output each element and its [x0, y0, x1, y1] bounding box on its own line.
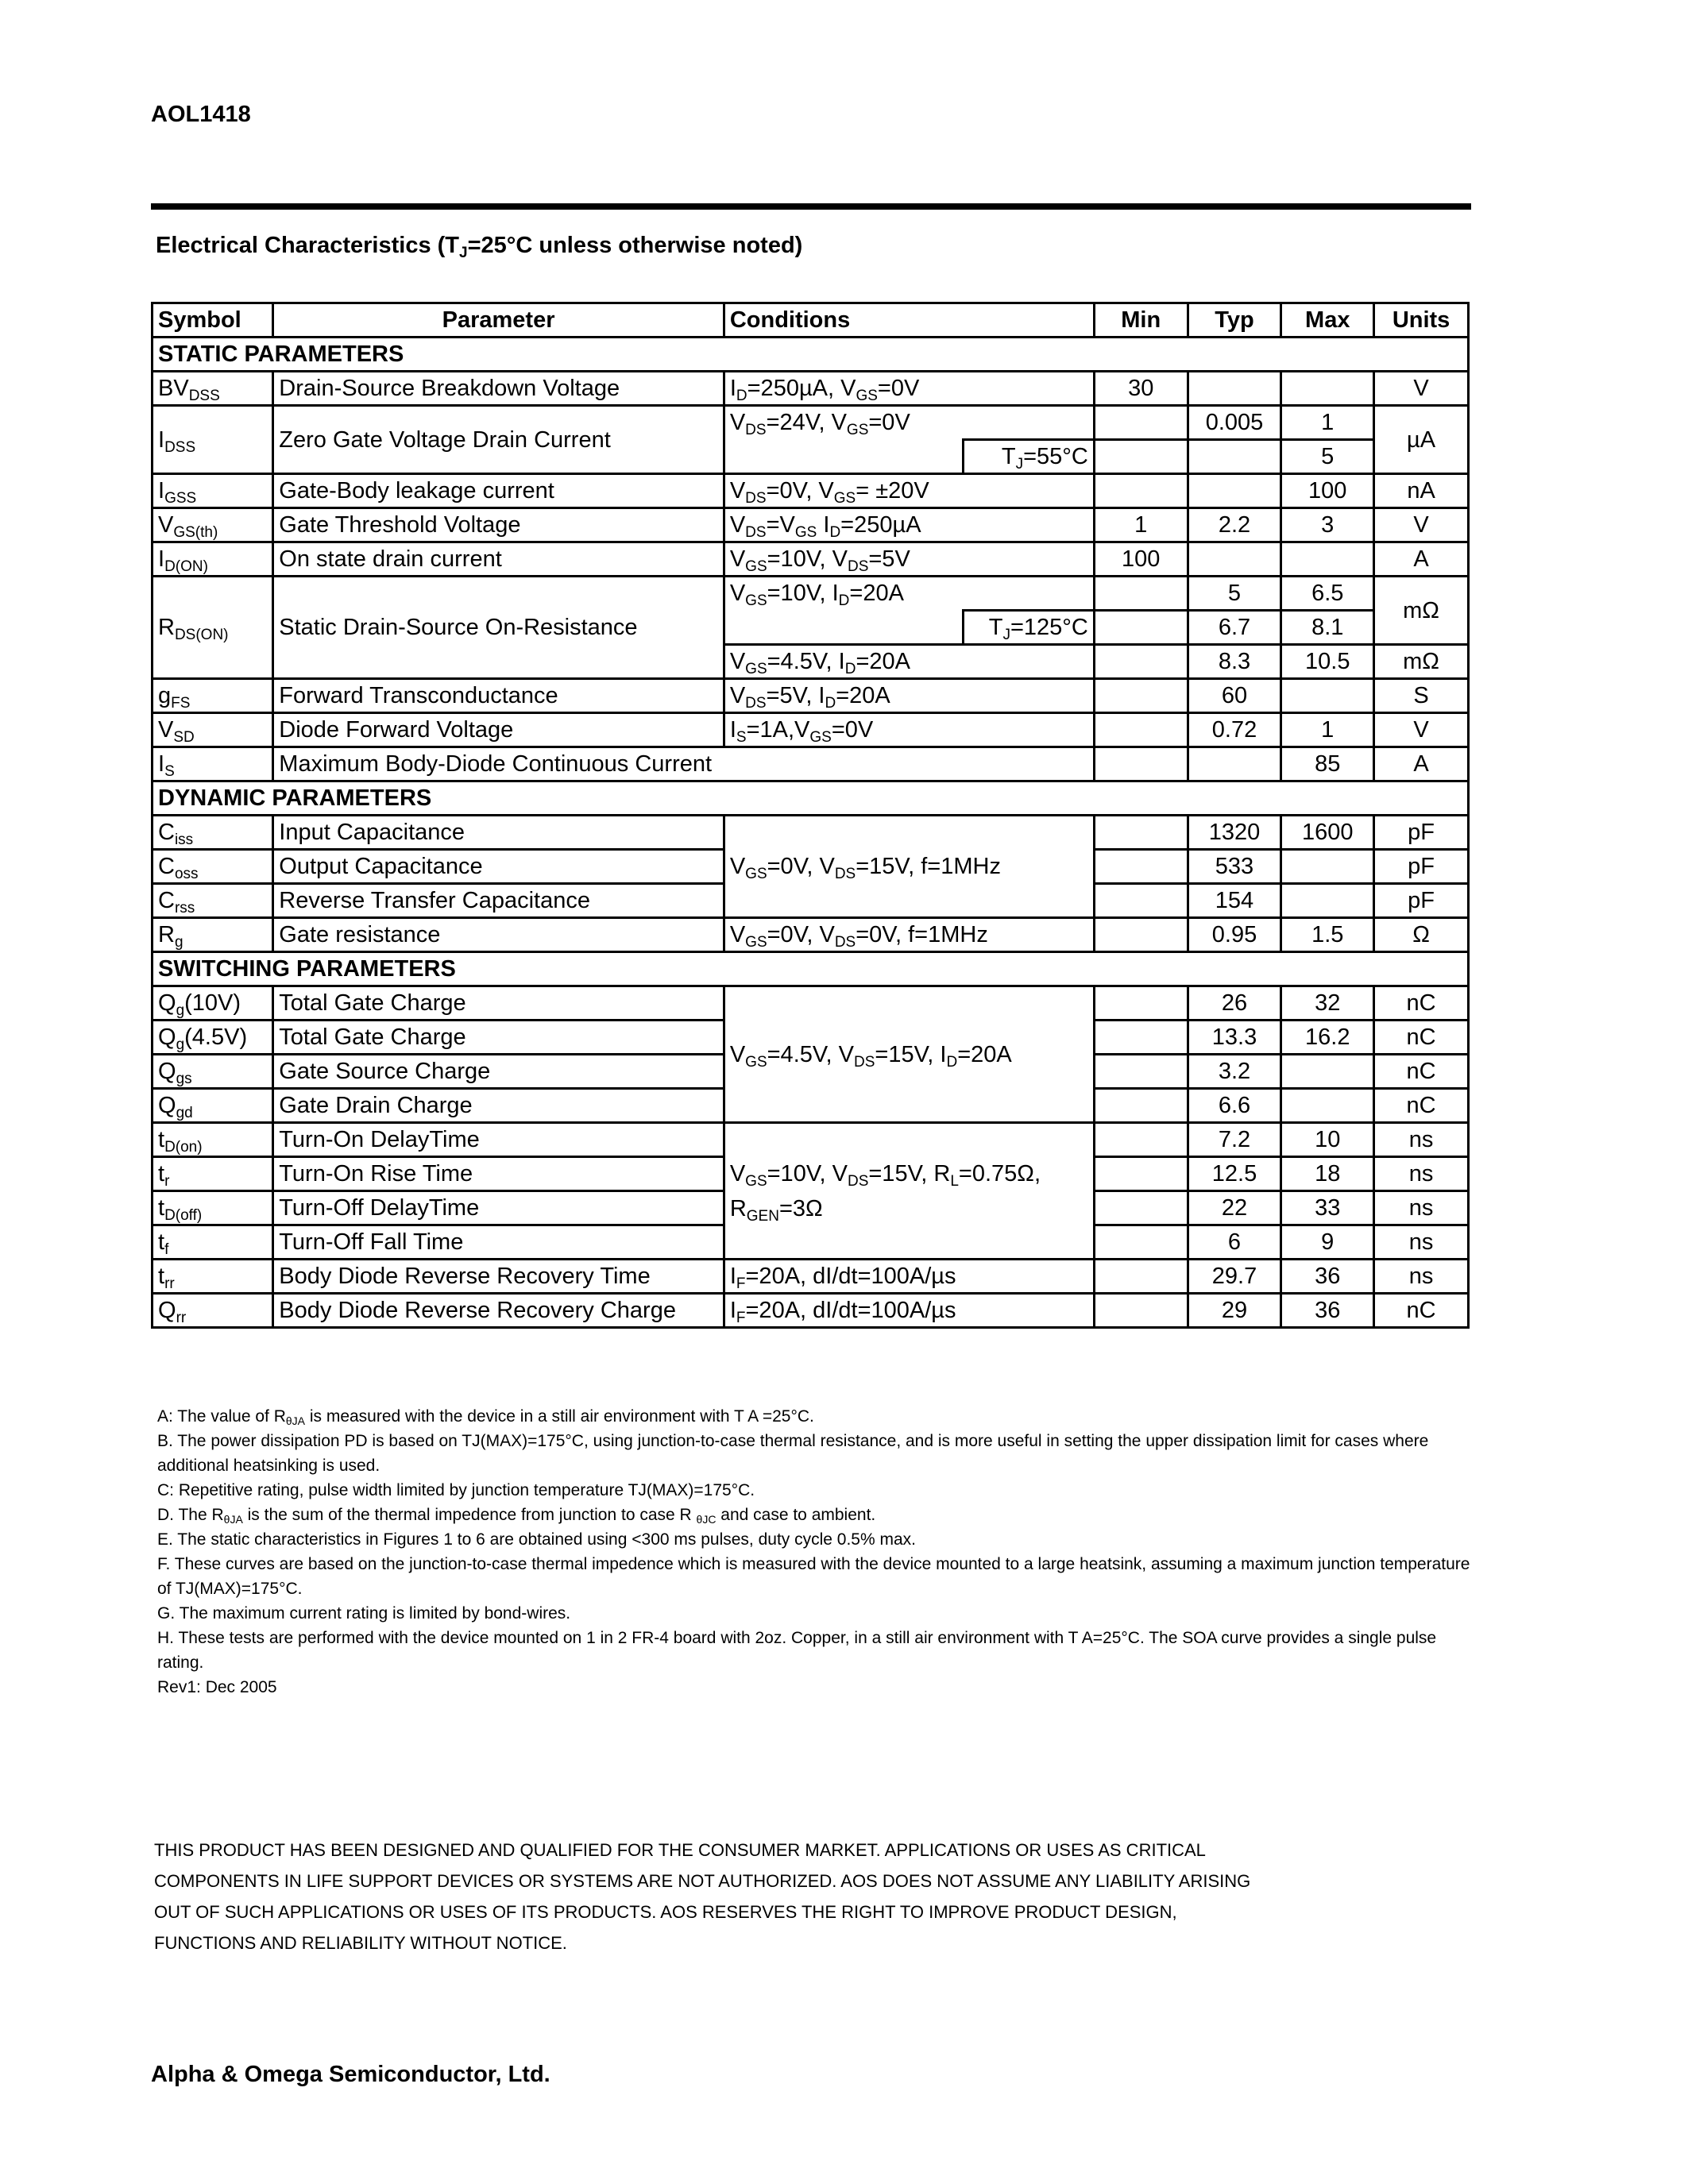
min-cell: 100 — [1094, 542, 1188, 577]
symbol-cell: $Q_g(10V)$ — [153, 986, 273, 1021]
group-row-switching — [153, 952, 1469, 986]
typ-cell: 6.7 — [1188, 611, 1281, 645]
units-cell: A — [1374, 747, 1469, 781]
typ-cell: 0.72 — [1188, 713, 1281, 747]
min-cell — [1094, 577, 1188, 611]
symbol-suffix: (10V) — [184, 990, 241, 1016]
col-symbol: Symbol — [153, 303, 273, 338]
min-cell — [1094, 474, 1188, 508]
conditions-cell: $I_S=1A,V_{GS}=0V$ — [724, 713, 1094, 747]
table-row — [153, 1294, 1469, 1328]
note-h: H. These tests are performed with the device mounted on 1 in 2 FR-4 board with 2oz. Copper, in a still air environment with T A=25°C. The SOA curve provides a single pulse rating. — [157, 1629, 1437, 1672]
units-cell: V — [1374, 713, 1469, 747]
symbol-cell: $Q_{rr}$ — [153, 1294, 273, 1328]
parameter-cell: Body Diode Reverse Recovery Charge — [273, 1294, 724, 1328]
col-conditions: Conditions — [724, 303, 1094, 338]
typ-cell — [1188, 747, 1281, 781]
section-title: Electrical Characteristics ($T_J=25^\circ C$ unless otherwise noted) — [156, 233, 803, 261]
max-cell: 36 — [1281, 1260, 1374, 1294]
typ-cell: 5 — [1188, 577, 1281, 611]
disclaimer-line: FUNCTIONS AND RELIABILITY WITHOUT NOTICE. — [154, 1933, 567, 1953]
max-cell — [1281, 1055, 1374, 1089]
max-cell — [1281, 372, 1374, 406]
max-cell: 18 — [1281, 1157, 1374, 1191]
parameter-cell: Gate Drain Charge — [273, 1089, 724, 1123]
symbol-cell: $t_r$ — [153, 1157, 273, 1191]
company-name: Alpha & Omega Semiconductor, Ltd. — [151, 2062, 550, 2087]
parameter-cell: Output Capacitance — [273, 850, 724, 884]
min-cell — [1094, 1055, 1188, 1089]
parameter-cell: Gate resistance — [273, 918, 724, 952]
typ-cell: 12.5 — [1188, 1157, 1281, 1191]
max-cell: 8.1 — [1281, 611, 1374, 645]
symbol-cell: $Q_{gd}$ — [153, 1089, 273, 1123]
typ-cell: 29 — [1188, 1294, 1281, 1328]
parameter-cell: Forward Transconductance — [273, 679, 724, 713]
min-cell — [1094, 1294, 1188, 1328]
min-cell — [1094, 1157, 1188, 1191]
conditions-cell: $V_{GS}=10V$, $V_{DS}=15V$, $R_L=0.75\Omega$, $R_{GEN}=3\Omega$ — [724, 1123, 1094, 1260]
min-cell — [1094, 713, 1188, 747]
parameter-cell: Gate Threshold Voltage — [273, 508, 724, 542]
conditions-cell: $V_{DS}=24V$, $V_{GS}=0V$ — [724, 406, 1094, 440]
symbol-cell: $t_{rr}$ — [153, 1260, 273, 1294]
note-e: E. The static characteristics in Figures 1 to 6 are obtained using <300 ms pulses, duty cycle 0.5% max. — [157, 1530, 916, 1549]
conditions-cell: $I_D=250\mu A$, $V_{GS}=0V$ — [724, 372, 1094, 406]
table-row — [153, 372, 1469, 406]
min-cell: 1 — [1094, 508, 1188, 542]
max-cell: 32 — [1281, 986, 1374, 1021]
symbol-cell: $I_{D(ON)}$ — [153, 542, 273, 577]
units-cell: mΩ — [1374, 645, 1469, 679]
units-cell: ns — [1374, 1157, 1469, 1191]
typ-cell: 2.2 — [1188, 508, 1281, 542]
symbol-cell: $I_{GSS}$ — [153, 474, 273, 508]
note-g: G. The maximum current rating is limited by bond-wires. — [157, 1604, 571, 1623]
min-cell — [1094, 918, 1188, 952]
symbol-cell: $Q_{gs}$ — [153, 1055, 273, 1089]
max-cell — [1281, 850, 1374, 884]
max-cell: 3 — [1281, 508, 1374, 542]
units-cell: ns — [1374, 1260, 1469, 1294]
min-cell — [1094, 1021, 1188, 1055]
symbol-cell: $I_S$ — [153, 747, 273, 781]
max-cell — [1281, 1089, 1374, 1123]
footnotes — [157, 1404, 1476, 1700]
symbol-suffix: (4.5V) — [184, 1024, 248, 1050]
col-parameter: Parameter — [273, 303, 724, 338]
parameter-cell: Maximum Body-Diode Continuous Current — [273, 747, 1095, 781]
max-cell: 100 — [1281, 474, 1374, 508]
typ-cell: 0.95 — [1188, 918, 1281, 952]
symbol-cell: $V_{GS(th)}$ — [153, 508, 273, 542]
conditions-cell: $V_{GS}=0V$, $V_{DS}=15V$, f=1MHz — [724, 816, 1094, 918]
typ-cell: 533 — [1188, 850, 1281, 884]
typ-cell: 13.3 — [1188, 1021, 1281, 1055]
min-cell — [1094, 440, 1188, 474]
units-cell: ns — [1374, 1225, 1469, 1260]
table-row — [153, 474, 1469, 508]
parameter-cell: Turn-Off Fall Time — [273, 1225, 724, 1260]
conditions-cell: $V_{GS}=0V$, $V_{DS}=0V$, f=1MHz — [724, 918, 1094, 952]
col-typ: Typ — [1188, 303, 1281, 338]
units-cell: S — [1374, 679, 1469, 713]
units-cell: nC — [1374, 1294, 1469, 1328]
group-row-static — [153, 338, 1469, 372]
table-row — [153, 542, 1469, 577]
symbol-cell: $R_g$ — [153, 918, 273, 952]
conditions-cell: $V_{DS}=5V$, $I_D=20A$ — [724, 679, 1094, 713]
max-cell — [1281, 679, 1374, 713]
table-row — [153, 679, 1469, 713]
disclaimer-line: OUT OF SUCH APPLICATIONS OR USES OF ITS PRODUCTS. AOS RESERVES THE RIGHT TO IMPROVE PRODUCT DESIGN, — [154, 1902, 1177, 1922]
col-units: Units — [1374, 303, 1469, 338]
units-cell: pF — [1374, 850, 1469, 884]
min-cell — [1094, 1225, 1188, 1260]
typ-cell — [1188, 474, 1281, 508]
typ-cell: 6.6 — [1188, 1089, 1281, 1123]
disclaimer — [154, 1835, 1505, 1958]
units-cell: nC — [1374, 1055, 1469, 1089]
note-a: A: The value of $R_{\theta JA}$ is measured with the device in a still air environment with T A =25°C. — [157, 1407, 814, 1427]
col-max: Max — [1281, 303, 1374, 338]
typ-cell: 8.3 — [1188, 645, 1281, 679]
conditions-cell: $V_{GS}=10V$, $I_D=20A$ — [724, 577, 1094, 611]
max-cell: 5 — [1281, 440, 1374, 474]
symbol-cell: $I_{DSS}$ — [153, 406, 273, 474]
symbol-cell: $BV_{DSS}$ — [153, 372, 273, 406]
parameter-cell: Turn-Off DelayTime — [273, 1191, 724, 1225]
table-row — [153, 406, 1469, 440]
typ-cell — [1188, 542, 1281, 577]
parameter-cell: Gate-Body leakage current — [273, 474, 724, 508]
max-cell: 10.5 — [1281, 645, 1374, 679]
parameter-cell: On state drain current — [273, 542, 724, 577]
symbol-cell: $g_{FS}$ — [153, 679, 273, 713]
min-cell — [1094, 884, 1188, 918]
max-cell — [1281, 542, 1374, 577]
table-row — [153, 1123, 1469, 1157]
typ-cell: 3.2 — [1188, 1055, 1281, 1089]
conditions-cell: $T_J=125^\circ C$ — [964, 611, 1094, 645]
group-row-dynamic — [153, 781, 1469, 816]
typ-cell: 0.005 — [1188, 406, 1281, 440]
table-row — [153, 508, 1469, 542]
conditions-cell: $T_J=55^\circ C$ — [964, 440, 1094, 474]
conditions-cell: $V_{GS}=4.5V$, $V_{DS}=15V$, $I_D=20A$ — [724, 986, 1094, 1123]
units-cell: nC — [1374, 1021, 1469, 1055]
min-cell — [1094, 816, 1188, 850]
typ-cell — [1188, 440, 1281, 474]
parameter-cell: Turn-On DelayTime — [273, 1123, 724, 1157]
parameter-cell: Total Gate Charge — [273, 1021, 724, 1055]
disclaimer-line: THIS PRODUCT HAS BEEN DESIGNED AND QUALIFIED FOR THE CONSUMER MARKET. APPLICATIONS OR USES AS CRITICAL — [154, 1840, 1206, 1860]
max-cell — [1281, 884, 1374, 918]
units-cell: ns — [1374, 1123, 1469, 1157]
header-rule — [151, 203, 1471, 210]
conditions-cell: $I_F=20A$, dI/dt=100A/µs — [724, 1260, 1094, 1294]
units-cell: V — [1374, 508, 1469, 542]
units-cell: pF — [1374, 884, 1469, 918]
typ-cell: 1320 — [1188, 816, 1281, 850]
min-cell — [1094, 611, 1188, 645]
min-cell — [1094, 850, 1188, 884]
symbol-cell: $C_{rss}$ — [153, 884, 273, 918]
parameter-cell: Reverse Transfer Capacitance — [273, 884, 724, 918]
units-cell: pF — [1374, 816, 1469, 850]
typ-cell: 60 — [1188, 679, 1281, 713]
max-cell: 1600 — [1281, 816, 1374, 850]
electrical-characteristics-table — [151, 302, 1470, 1329]
units-cell: A — [1374, 542, 1469, 577]
typ-cell: 29.7 — [1188, 1260, 1281, 1294]
symbol-cell: $t_f$ — [153, 1225, 273, 1260]
table-row — [153, 577, 1469, 611]
typ-cell: 7.2 — [1188, 1123, 1281, 1157]
min-cell — [1094, 1089, 1188, 1123]
table-row — [153, 986, 1469, 1021]
conditions-blank — [724, 611, 964, 645]
min-cell — [1094, 406, 1188, 440]
max-cell: 36 — [1281, 1294, 1374, 1328]
max-cell: 6.5 — [1281, 577, 1374, 611]
col-min: Min — [1094, 303, 1188, 338]
max-cell: 1 — [1281, 713, 1374, 747]
table-row — [153, 747, 1469, 781]
conditions-blank — [724, 440, 964, 474]
conditions-cell: $V_{GS}=4.5V$, $I_D=20A$ — [724, 645, 1094, 679]
group-static-label: STATIC PARAMETERS — [153, 338, 1469, 372]
typ-cell: 26 — [1188, 986, 1281, 1021]
parameter-cell: Static Drain-Source On-Resistance — [273, 577, 724, 679]
units-cell: nC — [1374, 986, 1469, 1021]
units-cell: V — [1374, 372, 1469, 406]
parameter-cell: Total Gate Charge — [273, 986, 724, 1021]
part-number: AOL1418 — [151, 102, 251, 127]
typ-cell — [1188, 372, 1281, 406]
parameter-cell: Turn-On Rise Time — [273, 1157, 724, 1191]
parameter-cell: Body Diode Reverse Recovery Time — [273, 1260, 724, 1294]
note-c: C: Repetitive rating, pulse width limited by junction temperature TJ(MAX)=175°C. — [157, 1481, 755, 1499]
conditions-cell: $V_{GS}=10V$, $V_{DS}=5V$ — [724, 542, 1094, 577]
max-cell: 16.2 — [1281, 1021, 1374, 1055]
table-row — [153, 713, 1469, 747]
typ-cell: 6 — [1188, 1225, 1281, 1260]
table-row — [153, 816, 1469, 850]
symbol-cell: $C_{oss}$ — [153, 850, 273, 884]
max-cell: 9 — [1281, 1225, 1374, 1260]
disclaimer-line: COMPONENTS IN LIFE SUPPORT DEVICES OR SYSTEMS ARE NOT AUTHORIZED. AOS DOES NOT ASSUME ANY LIABILITY ARISING — [154, 1871, 1251, 1891]
max-cell: 1.5 — [1281, 918, 1374, 952]
parameter-cell: Zero Gate Voltage Drain Current — [273, 406, 724, 474]
min-cell — [1094, 645, 1188, 679]
symbol-cell: $R_{DS(ON)}$ — [153, 577, 273, 679]
units-cell: ns — [1374, 1191, 1469, 1225]
max-cell: 85 — [1281, 747, 1374, 781]
parameter-cell: Drain-Source Breakdown Voltage — [273, 372, 724, 406]
group-switching-label: SWITCHING PARAMETERS — [153, 952, 1469, 986]
parameter-cell: Diode Forward Voltage — [273, 713, 724, 747]
units-cell: mΩ — [1374, 577, 1469, 645]
min-cell — [1094, 1191, 1188, 1225]
typ-cell: 22 — [1188, 1191, 1281, 1225]
table-row — [153, 918, 1469, 952]
note-b: B. The power dissipation PD is based on TJ(MAX)=175°C, using junction-to-case thermal resistance, and is more useful in setting the upper dissipation limit for cases where additional heatsinking is used. — [157, 1432, 1429, 1475]
parameter-cell: Input Capacitance — [273, 816, 724, 850]
symbol-cell: $t_{D(on)}$ — [153, 1123, 273, 1157]
min-cell — [1094, 1260, 1188, 1294]
group-dynamic-label: DYNAMIC PARAMETERS — [153, 781, 1469, 816]
units-cell: µA — [1374, 406, 1469, 474]
symbol-cell: $C_{iss}$ — [153, 816, 273, 850]
conditions-cell: $I_F=20A$, dI/dt=100A/µs — [724, 1294, 1094, 1328]
min-cell: 30 — [1094, 372, 1188, 406]
units-cell: nA — [1374, 474, 1469, 508]
max-cell: 1 — [1281, 406, 1374, 440]
min-cell — [1094, 1123, 1188, 1157]
min-cell — [1094, 747, 1188, 781]
min-cell — [1094, 986, 1188, 1021]
conditions-cell: $V_{DS}=0V$, $V_{GS}= \pm 20V$ — [724, 474, 1094, 508]
min-cell — [1094, 679, 1188, 713]
symbol-cell: $Q_g(4.5V)$ — [153, 1021, 273, 1055]
max-cell: 10 — [1281, 1123, 1374, 1157]
revision: Rev1: Dec 2005 — [157, 1678, 277, 1696]
typ-cell: 154 — [1188, 884, 1281, 918]
table-header-row — [153, 303, 1469, 338]
max-cell: 33 — [1281, 1191, 1374, 1225]
units-cell: Ω — [1374, 918, 1469, 952]
units-cell: nC — [1374, 1089, 1469, 1123]
symbol-cell: $t_{D(off)}$ — [153, 1191, 273, 1225]
note-f: F. These curves are based on the junction-to-case thermal impedence which is measured with the device mounted to a large heatsink, assuming a maximum junction temperature of TJ(MAX)=175°C. — [157, 1555, 1470, 1598]
conditions-cell: $V_{DS}=V_{GS}$ $I_D=250\mu A$ — [724, 508, 1094, 542]
symbol-cell: $V_{SD}$ — [153, 713, 273, 747]
parameter-cell: Gate Source Charge — [273, 1055, 724, 1089]
table-row — [153, 1260, 1469, 1294]
note-d: D. The $R_{\theta JA}$ is the sum of the thermal impedence from junction to case R $_{\theta JC}$ and case to ambient. — [157, 1506, 876, 1526]
